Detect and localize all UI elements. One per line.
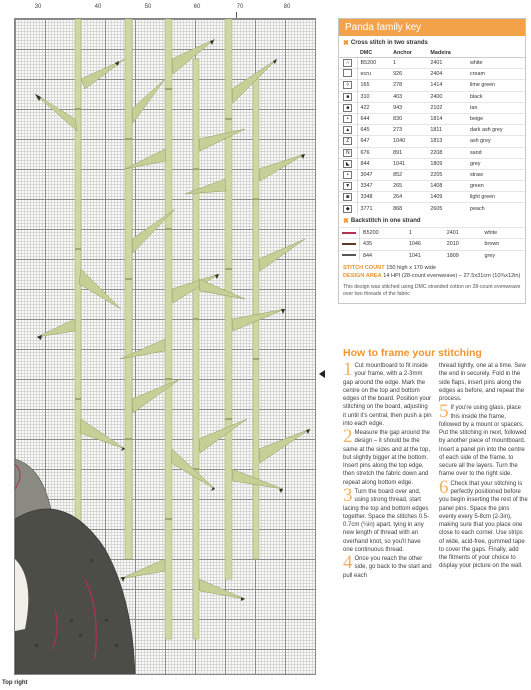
backstitch-row bbox=[339, 239, 525, 250]
symbol-cell bbox=[339, 181, 357, 192]
cross-stitch-table bbox=[339, 49, 525, 214]
anchor-column-header: Anchor bbox=[390, 49, 427, 58]
anchor-cell: 852 bbox=[390, 169, 427, 180]
symbol-cell bbox=[339, 80, 357, 91]
color-name-cell: black bbox=[467, 91, 525, 102]
stitch-info bbox=[339, 261, 525, 282]
anchor-cell: 830 bbox=[390, 113, 427, 124]
thread-row bbox=[339, 113, 525, 124]
dmc-cell: 647 bbox=[357, 136, 390, 147]
ruler-number: 30 bbox=[34, 4, 42, 10]
ruler-number: 40 bbox=[94, 4, 102, 10]
article-step bbox=[439, 401, 528, 478]
color-name-cell: ash grey bbox=[467, 136, 525, 147]
name-column-header bbox=[467, 49, 525, 58]
stitch-count-value: 150 high x 170 wide bbox=[386, 265, 436, 272]
backstitch-heading bbox=[339, 214, 525, 227]
design-area-label: DESIGN AREA bbox=[343, 272, 382, 279]
step-text: Check that your stitching is perfectly positioned before you begin inserting the rest of the panel pins. Space the pins evenly every 5-8cm (2-3in), making sure that you place one close to each corner. Use strips of wide, acid-free, gummed tape to cover the gaps. Finally, add the fitments of your choice to display your picture on the wall. bbox=[439, 480, 528, 570]
ruler-number: 50 bbox=[144, 4, 152, 10]
dmc-cell: 644 bbox=[357, 113, 390, 124]
dmc-cell: 422 bbox=[357, 102, 390, 113]
color-name-cell: beige bbox=[467, 113, 525, 124]
center-arrow bbox=[319, 370, 325, 378]
thread-row bbox=[339, 147, 525, 158]
chart-artwork bbox=[15, 19, 316, 675]
step-text: thread tightly, one at a time. Sew the end in securely. Fold in the side flaps, insert pins along the edges as before, and repeat the process. bbox=[439, 363, 526, 403]
symbol-cell bbox=[339, 125, 357, 136]
madeira-cell: 1809 bbox=[427, 158, 467, 169]
stitch-symbol: • bbox=[343, 171, 352, 179]
line-swatch-cell bbox=[339, 250, 360, 261]
cross-stitch-heading-text: Cross stitch in two strands bbox=[350, 40, 428, 46]
symbol-cell bbox=[339, 136, 357, 147]
color-name-cell: white bbox=[482, 228, 525, 239]
dmc-cell: 844 bbox=[360, 250, 406, 261]
cross-mark-icon: ✖ bbox=[343, 218, 349, 226]
madeira-cell: 2400 bbox=[427, 91, 467, 102]
dmc-cell: 310 bbox=[357, 91, 390, 102]
stitch-symbol: ▲ bbox=[343, 126, 352, 134]
anchor-cell: 1 bbox=[390, 58, 427, 69]
madeira-cell: 2010 bbox=[444, 239, 482, 250]
design-area-value: 14 HPI (28-count evenweave) – 27.5x31cm (10¾x12in) bbox=[383, 272, 521, 279]
dmc-cell: 435 bbox=[360, 239, 406, 250]
stitch-symbol: N bbox=[343, 149, 352, 157]
design-area-line bbox=[343, 273, 521, 281]
backstitch-table bbox=[339, 227, 525, 261]
thread-row bbox=[339, 158, 525, 169]
backstitch-line-swatch bbox=[342, 254, 356, 256]
thread-row bbox=[339, 192, 525, 203]
step-text: Cut mountboard to fit inside your frame, with a 2-3mm gap around the edge. Mark the centre on the top and bottom edges of the board. Position your stitching on the board, adjusting it until it's central, then push a pin into each edge. bbox=[343, 363, 432, 427]
anchor-cell: 868 bbox=[390, 203, 427, 214]
madeira-cell: 2205 bbox=[427, 169, 467, 180]
dmc-cell: 844 bbox=[357, 158, 390, 169]
thread-row bbox=[339, 69, 525, 80]
symbol-cell bbox=[339, 113, 357, 124]
madeira-cell: 2401 bbox=[444, 228, 482, 239]
color-name-cell: lime green bbox=[467, 80, 525, 91]
article-column-1 bbox=[343, 359, 432, 682]
madeira-cell: 2605 bbox=[427, 203, 467, 214]
color-name-cell: sand bbox=[467, 147, 525, 158]
anchor-cell: 1041 bbox=[406, 250, 444, 261]
cross-mark-icon: ✖ bbox=[343, 40, 349, 47]
color-name-cell: cream bbox=[467, 69, 525, 80]
stitch-symbol bbox=[343, 69, 352, 77]
anchor-cell: 265 bbox=[390, 181, 427, 192]
color-name-cell: grey bbox=[482, 250, 525, 261]
anchor-cell: 926 bbox=[390, 69, 427, 80]
ruler-number: 60 bbox=[193, 4, 201, 10]
anchor-cell: 264 bbox=[390, 192, 427, 203]
thread-key-panel bbox=[338, 18, 526, 304]
symbol-cell bbox=[339, 58, 357, 69]
symbol-cell bbox=[339, 203, 357, 214]
symbol-cell bbox=[339, 102, 357, 113]
dmc-cell: 3348 bbox=[357, 192, 390, 203]
color-name-cell: light green bbox=[467, 192, 525, 203]
article-heading: How to frame your stitching bbox=[343, 347, 482, 359]
symbol-cell bbox=[339, 69, 357, 80]
thread-row bbox=[339, 91, 525, 102]
thread-row bbox=[339, 102, 525, 113]
stitch-count-line bbox=[343, 265, 521, 273]
dmc-cell: ecru bbox=[357, 69, 390, 80]
stitch-symbol: ◊ bbox=[343, 81, 352, 89]
symbol-cell bbox=[339, 169, 357, 180]
anchor-cell: 943 bbox=[390, 102, 427, 113]
anchor-cell: 278 bbox=[390, 80, 427, 91]
backstitch-line-swatch bbox=[342, 232, 356, 234]
dmc-cell: B5200 bbox=[360, 228, 406, 239]
color-name-cell: green bbox=[467, 181, 525, 192]
thread-row bbox=[339, 169, 525, 180]
anchor-cell: 1046 bbox=[406, 239, 444, 250]
madeira-cell: 1813 bbox=[427, 136, 467, 147]
backstitch-heading-text: Backstitch in one strand bbox=[350, 218, 421, 225]
symbol-cell bbox=[339, 158, 357, 169]
dmc-cell: 165 bbox=[357, 80, 390, 91]
dmc-cell: 676 bbox=[357, 147, 390, 158]
symbol-cell bbox=[339, 192, 357, 203]
madeira-cell: 1814 bbox=[427, 113, 467, 124]
article-step bbox=[343, 484, 432, 554]
symbol-cell bbox=[339, 147, 357, 158]
symbol-column-header bbox=[339, 49, 357, 58]
madeira-cell: 1408 bbox=[427, 181, 467, 192]
chart-caption: Top right bbox=[2, 680, 28, 686]
anchor-cell: 891 bbox=[390, 147, 427, 158]
dmc-cell: 645 bbox=[357, 125, 390, 136]
madeira-column-header: Madeira bbox=[427, 49, 467, 58]
ruler-number: 80 bbox=[283, 4, 291, 10]
color-name-cell: grey bbox=[467, 158, 525, 169]
madeira-cell: 2404 bbox=[427, 69, 467, 80]
anchor-cell: 1040 bbox=[390, 136, 427, 147]
stitch-symbol: ◣ bbox=[343, 160, 352, 168]
stitch-note: This design was stitched using DMC stranded cotton on 28-count evenweave over two threads of the fabric bbox=[343, 284, 521, 298]
color-name-cell: straw bbox=[467, 169, 525, 180]
color-name-cell: peach bbox=[467, 203, 525, 214]
symbol-cell bbox=[339, 91, 357, 102]
stitch-count-label: STITCH COUNT bbox=[343, 265, 385, 272]
dmc-cell: 3347 bbox=[357, 181, 390, 192]
thread-row bbox=[339, 58, 525, 69]
madeira-cell: 1809 bbox=[444, 250, 482, 261]
anchor-cell: 1 bbox=[406, 228, 444, 239]
madeira-cell: 2102 bbox=[427, 102, 467, 113]
backstitch-row bbox=[339, 250, 525, 261]
stitch-symbol: ■ bbox=[343, 93, 352, 101]
dmc-column-header: DMC bbox=[357, 49, 390, 58]
chart-grid bbox=[14, 18, 316, 675]
dmc-cell: B5200 bbox=[357, 58, 390, 69]
step-number: 4 bbox=[343, 552, 353, 574]
color-name-cell: dark ash grey bbox=[467, 125, 525, 136]
stitch-symbol: ▼ bbox=[343, 182, 352, 190]
stitch-symbol: ■ bbox=[343, 104, 352, 112]
stitch-symbol: • bbox=[343, 115, 352, 123]
thread-row bbox=[339, 203, 525, 214]
table-header-row bbox=[339, 49, 525, 58]
backstitch-line-swatch bbox=[342, 243, 356, 245]
article-step bbox=[439, 476, 528, 571]
stitch-symbol: ∩ bbox=[343, 59, 352, 67]
madeira-cell: 1811 bbox=[427, 125, 467, 136]
stitch-symbol: ◙ bbox=[343, 193, 352, 201]
article-column-2 bbox=[439, 362, 528, 682]
color-name-cell: white bbox=[467, 58, 525, 69]
step-number: 3 bbox=[343, 484, 353, 506]
dmc-cell: 3771 bbox=[357, 203, 390, 214]
thread-row bbox=[339, 136, 525, 147]
step-text: Once you reach the other side, go back to the start and pull each bbox=[343, 556, 432, 579]
madeira-cell: 2208 bbox=[427, 147, 467, 158]
backstitch-row bbox=[339, 228, 525, 239]
thread-row bbox=[339, 80, 525, 91]
step-text: Measure the gap around the design – it should be the same at the sides and at the top, but slightly bigger at the bottom. Insert pins along the top edge, then stretch the fabric down and repeat along bottom edge. bbox=[343, 430, 431, 486]
dmc-cell: 3047 bbox=[357, 169, 390, 180]
step-number: 2 bbox=[343, 426, 353, 448]
stitch-symbol: ◆ bbox=[343, 205, 352, 213]
article-step bbox=[343, 552, 432, 580]
key-title: Panda family key bbox=[339, 19, 525, 36]
step-number: 6 bbox=[439, 476, 449, 498]
anchor-cell: 1041 bbox=[390, 158, 427, 169]
article-step bbox=[439, 362, 528, 403]
anchor-cell: 273 bbox=[390, 125, 427, 136]
madeira-cell: 1414 bbox=[427, 80, 467, 91]
article-step bbox=[343, 359, 432, 428]
madeira-cell: 2401 bbox=[427, 58, 467, 69]
thread-row bbox=[339, 125, 525, 136]
article-body bbox=[343, 359, 528, 682]
madeira-cell: 1409 bbox=[427, 192, 467, 203]
step-text: If you're using glass, place this inside the frame, followed by a mount or spacers. Put the stitching in next, followed by another piece of mountboard. Insert a panel pin into the centre of each side of the frame, to secure all the layers. Turn the frame over to the right side. bbox=[439, 405, 527, 478]
cross-stitch-heading bbox=[339, 36, 525, 49]
step-text: Turn the board over and, using strong thread, start lacing the top and bottom edges together. Space the stitches 0.5-0.7cm (¼in) apart, tying in any new length of thread with an overhand knot, so you'll have one continuous thread. bbox=[343, 488, 430, 553]
stitch-symbol: Z bbox=[343, 137, 352, 145]
step-number: 1 bbox=[343, 359, 353, 380]
thread-row bbox=[339, 181, 525, 192]
anchor-cell: 403 bbox=[390, 91, 427, 102]
line-swatch-cell bbox=[339, 239, 360, 250]
step-number: 5 bbox=[439, 401, 449, 423]
line-swatch-cell bbox=[339, 228, 360, 239]
ruler-number: 70 bbox=[236, 4, 244, 10]
color-name-cell: brown bbox=[482, 239, 525, 250]
color-name-cell: tan bbox=[467, 102, 525, 113]
article-step bbox=[343, 426, 432, 487]
